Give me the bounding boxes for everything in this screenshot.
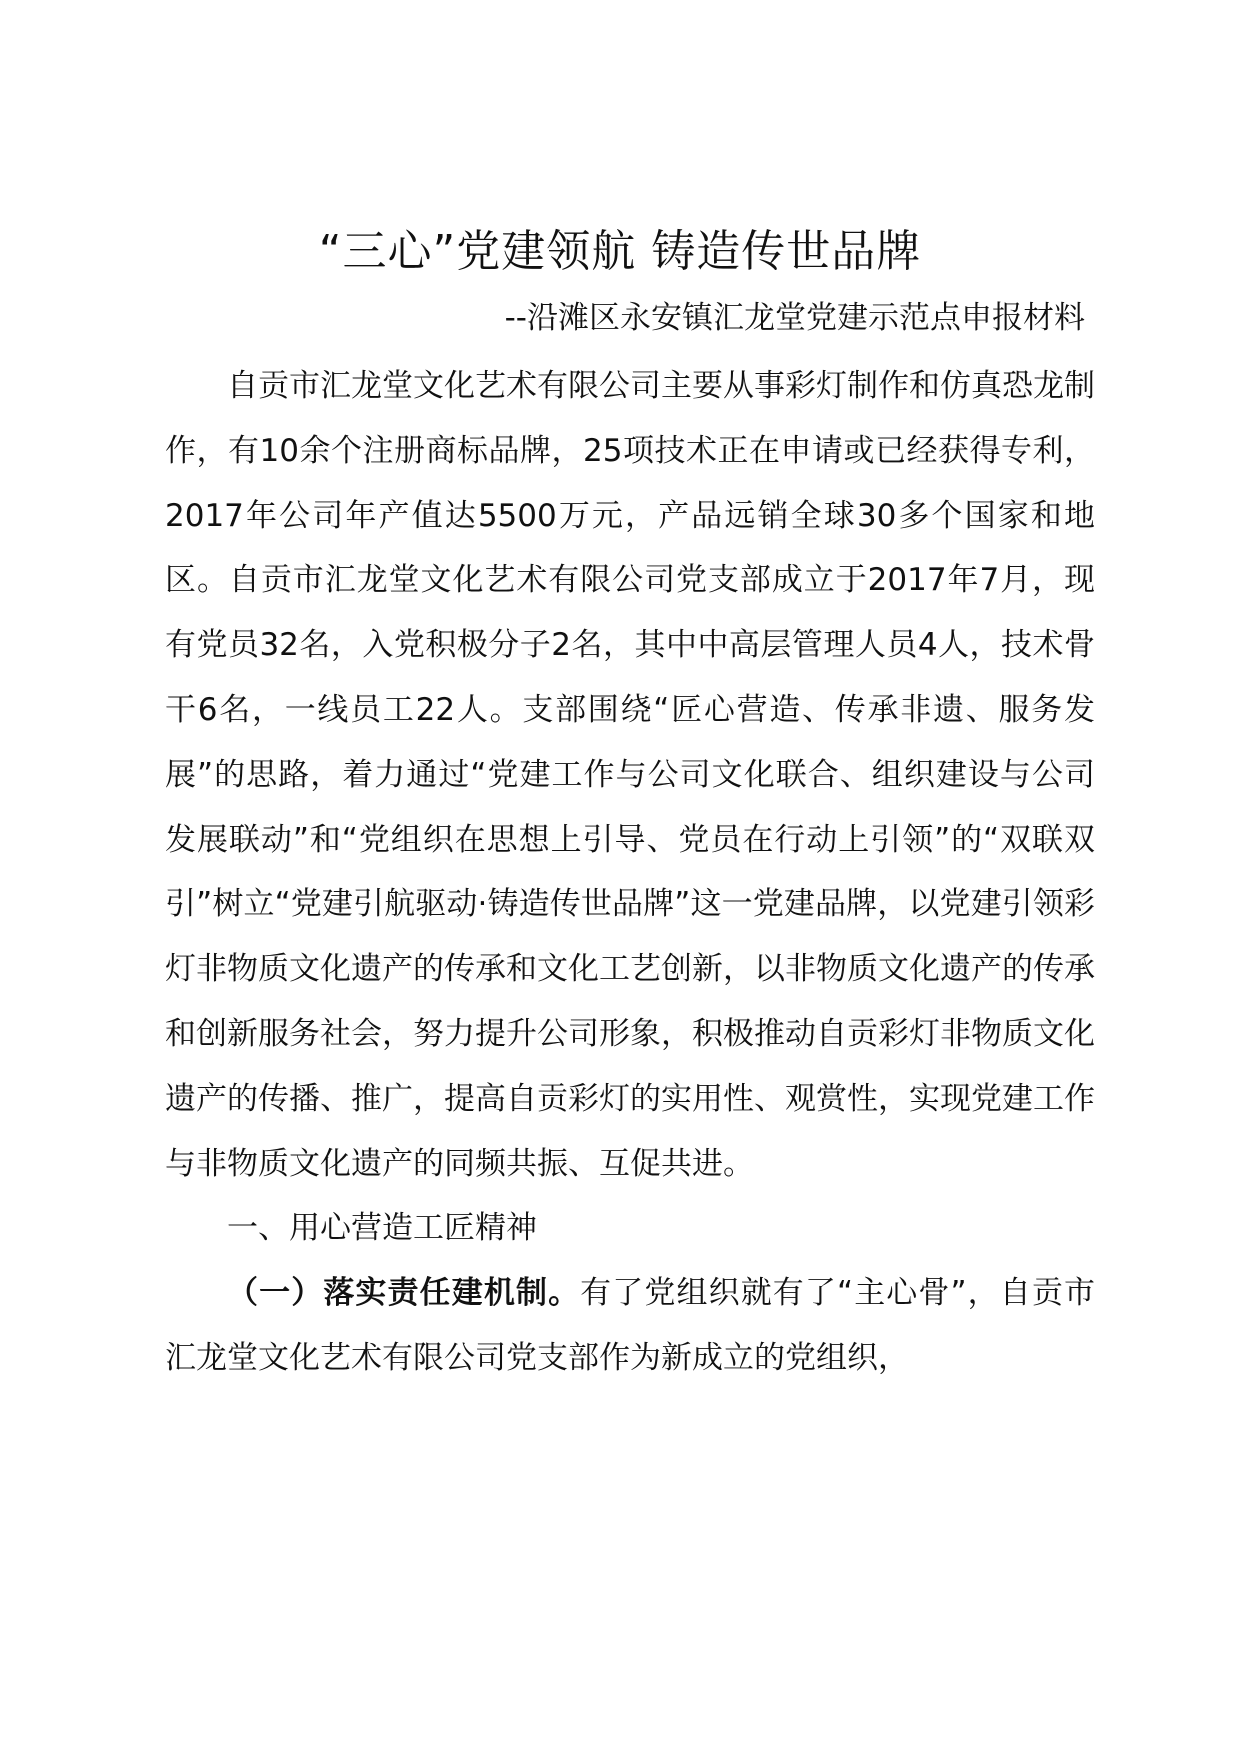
subsection-paragraph xyxy=(165,1261,1095,1391)
intro-paragraph: 自贡市汇龙堂文化艺术有限公司主要从事彩灯制作和仿真恐龙制作，有10余个注册商标品牌，25项技术正在申请或已经获得专利，2017年公司年产值达5500万元，产品远销全球30多个国家和地区。自贡市汇龙堂文化艺术有限公司党支部成立于2017年7月，现有党员32名，入党积极分子2名，其中中高层管理人员4人，技术骨干6名，一线员工22人。支部围绕“匠心营造、传承非遗、服务发展”的思路，着力通过“党建工作与公司文化联合、组织建设与公司发展联动”和“党组织在思想上引导、党员在行动上引领”的“双联双引”树立“党建引航驱动·铸造传世品牌”这一党建品牌，以党建引领彩灯非物质文化遗产的传承和文化工艺创新，以非物质文化遗产的传承和创新服务社会，努力提升公司形象，积极推动自贡彩灯非物质文化遗产的传播、推广，提高自贡彩灯的实用性、观赏性，实现党建工作与非物质文化遗产的同频共振、互促共进。 xyxy=(165,368,1095,1182)
document-title: “三心”党建领航 铸造传世品牌 xyxy=(318,226,922,277)
document-body xyxy=(165,354,1095,1391)
subsection-lead: （一）落实责任建机制。 xyxy=(227,1275,581,1312)
document-subtitle: --沿滩区永安镇汇龙堂党建示范点申报材料 xyxy=(504,300,1085,336)
subsection-text: 有了党组织就有了“主心骨”，自贡市汇龙堂文化艺术有限公司党支部作为新成立的党组织， xyxy=(165,1275,1095,1376)
section-heading: 一、用心营造工匠精神 xyxy=(227,1210,537,1247)
